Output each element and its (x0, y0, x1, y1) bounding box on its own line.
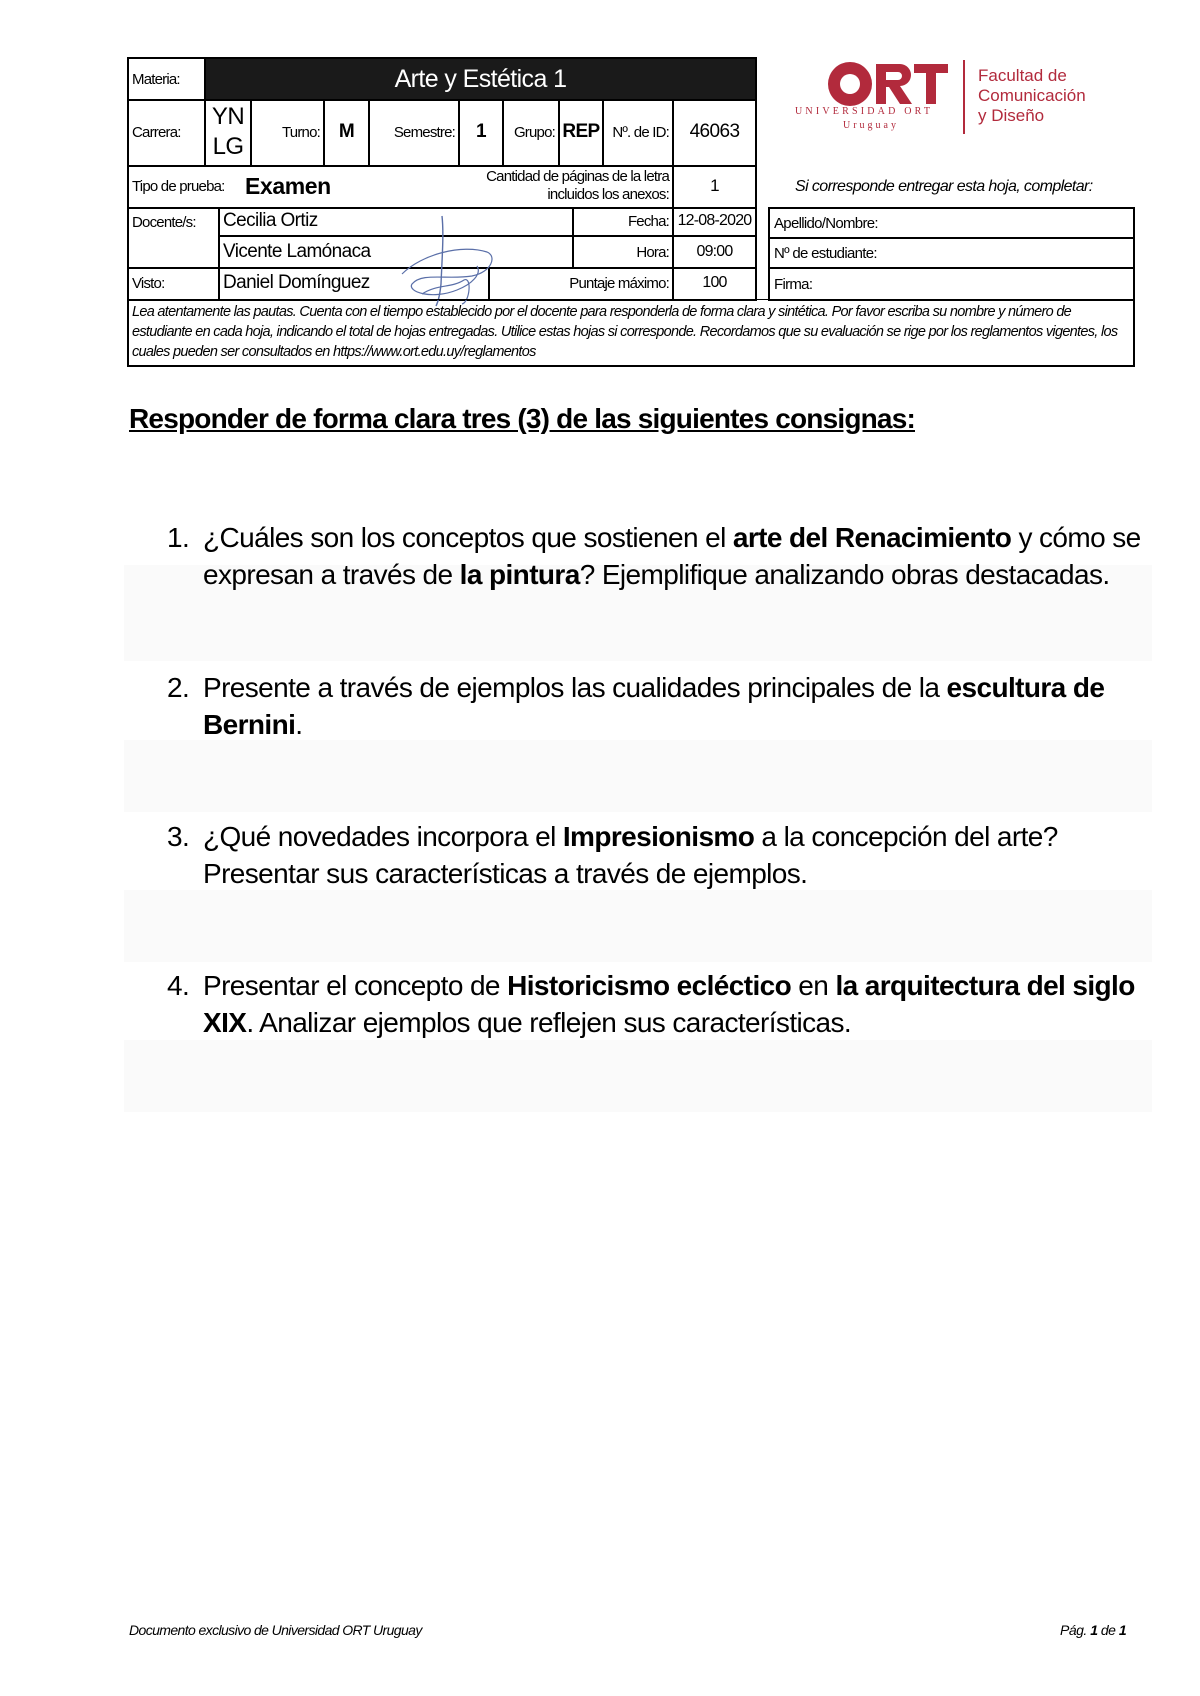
grupo-value: REP (558, 99, 602, 165)
question-text (203, 669, 1163, 743)
paginas-label (465, 165, 672, 207)
question-number: 4. (167, 970, 190, 1001)
question-emphasis: arte del Renacimiento (732, 522, 1012, 553)
docente-1: Cecilia Ortiz (220, 207, 572, 237)
page-total: 1 (1118, 1622, 1127, 1638)
subject-title: Arte y Estética 1 (204, 59, 755, 99)
carrera-value-line2: LG (212, 133, 244, 160)
paginas-value: 1 (672, 165, 755, 207)
visto-value: Daniel Domínguez (220, 267, 488, 297)
hora-label: Hora: (636, 243, 669, 261)
faculty-line2: Comunicación (978, 86, 1086, 105)
docentes-label: Docente/s: (132, 213, 196, 231)
question-fragment: a la concepción del arte? Presentar sus características a través de ejemplos. (203, 821, 1058, 889)
header-row-materia (127, 57, 757, 101)
question-text (203, 818, 1163, 892)
turno-label: Turno: (250, 99, 323, 165)
question-fragment: ? Ejemplifique analizando obras destacadas. (579, 559, 1110, 590)
hora-value: 09:00 (696, 243, 733, 260)
id-label: Nº. de ID: (602, 99, 672, 165)
logo-divider (963, 60, 965, 134)
question-fragment: Presentar el concepto de (203, 970, 508, 1001)
question-fragment: ¿Qué novedades incorpora el (203, 821, 563, 852)
question-band (124, 1040, 1152, 1112)
question-fragment: ¿Cuáles son los conceptos que sostienen el (203, 522, 733, 553)
grupo-label: Grupo: (502, 99, 558, 165)
logo-country: Uruguay (843, 120, 899, 131)
question-number: 2. (167, 672, 190, 703)
carrera-label: Carrera: (132, 123, 181, 141)
page-number (1060, 1622, 1126, 1638)
semestre-label: Semestre: (368, 99, 458, 165)
question-emphasis: Historicismo ecléctico (507, 970, 792, 1001)
carrera-value (204, 99, 250, 165)
visto-label: Visto: (129, 267, 218, 297)
materia-label: Materia: (132, 70, 180, 88)
page-current: 1 (1090, 1622, 1098, 1638)
puntaje-value: 100 (674, 267, 755, 297)
page-prefix: Pág. (1060, 1622, 1091, 1638)
student-number-field[interactable]: Nº de estudiante: (768, 237, 1135, 269)
student-instruction: Si corresponde entregar esta hoja, completar: (795, 178, 1093, 195)
id-value: 46063 (672, 99, 755, 165)
exam-notice: Lea atentamente las pautas. Cuenta con el tiempo establecido por el docente para responderla de forma clara y sintética. Por favor escriba su nombre y número de estudiante en cada hoja, indicando el total de hojas entregadas. Utilice estas hojas si corresponde. Recordamos que su evaluación se rige por los reglamentos vigentes, los cuales pueden ser consultados en https://www.ort.edu.uy/reglamentos (127, 299, 1135, 367)
student-name-field[interactable]: Apellido/Nombre: (768, 207, 1135, 239)
turno-value: M (323, 99, 368, 165)
question-text (203, 967, 1163, 1041)
question-band (124, 890, 1152, 962)
header-row-carrera (127, 99, 757, 167)
faculty-line1: Facultad de (978, 66, 1067, 85)
signature-scribble (392, 214, 502, 310)
fecha-label: Fecha: (574, 207, 672, 237)
faculty-line3: y Diseño (978, 106, 1045, 125)
puntaje-label: Puntaje máximo: (490, 267, 672, 297)
question-fragment: en (791, 970, 836, 1001)
logo-university: UNIVERSIDAD ORT (795, 106, 934, 117)
faculty-name (978, 66, 1086, 126)
page-mid: de (1097, 1622, 1119, 1638)
question-fragment: . Analizar ejemplos que reflejen sus características. (246, 1007, 852, 1038)
paginas-label-line2: incluidos los anexos: (547, 186, 669, 203)
ort-logo-mark (826, 60, 951, 108)
header-row-tipo (127, 165, 757, 209)
question-number: 3. (167, 821, 190, 852)
question-fragment: Presente a través de ejemplos las cualidades principales de la (203, 672, 947, 703)
carrera-value-line1: YN (211, 103, 245, 130)
question-fragment: . (295, 709, 303, 740)
docente-2: Vicente Lamónaca (223, 241, 371, 262)
paginas-label-line1: Cantidad de páginas de la letra (486, 168, 669, 185)
question-emphasis: escultura de Bernini (203, 672, 1105, 740)
page-heading: Responder de forma clara tres (3) de las siguientes consignas: (129, 403, 915, 434)
question-fragment: y cómo se expresan a través de (203, 522, 1141, 590)
question-emphasis: la pintura (459, 559, 580, 590)
tipo-label: Tipo de prueba: (132, 177, 225, 195)
student-signature-field[interactable]: Firma: (768, 267, 1135, 301)
question-text (203, 519, 1163, 593)
question-emphasis: la arquitectura del siglo XIX (203, 970, 1135, 1038)
question-emphasis: Impresionismo (562, 821, 755, 852)
tipo-value: Examen (245, 172, 331, 199)
question-number: 1. (167, 522, 190, 553)
fecha-value: 12-08-2020 (674, 207, 755, 237)
footer-note: Documento exclusivo de Universidad ORT Uruguay (129, 1622, 422, 1638)
semestre-value: 1 (458, 99, 502, 165)
question-band (124, 740, 1152, 812)
